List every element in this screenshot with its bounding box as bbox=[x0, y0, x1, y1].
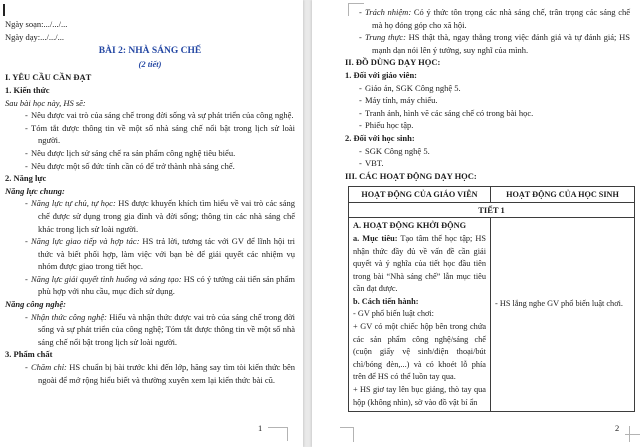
muc-tieu-paragraph bbox=[353, 233, 486, 296]
bullet-lead: Trách nhiệm: bbox=[365, 7, 412, 17]
gv-step: + HS giơ tay lên bục giảng, thò tay qua hộp (không nhìn), sờ vào đồ vật bí ẩn bbox=[353, 385, 486, 407]
bullet-text: Máy tính, máy chiếu. bbox=[365, 95, 438, 106]
bullet-dash: - bbox=[25, 122, 28, 133]
bullet-text: VBT. bbox=[365, 158, 384, 169]
bullet-lead: Năng lực tự chủ, tự học: bbox=[31, 198, 116, 209]
heading-nang-luc: 2. Năng lực bbox=[5, 173, 47, 184]
tiet-row bbox=[349, 203, 635, 218]
corner-mark bbox=[340, 427, 354, 428]
bullet-lead: Trung thực: bbox=[365, 32, 406, 43]
bullet-dash: - bbox=[25, 147, 28, 158]
bullet-item bbox=[345, 31, 630, 56]
bullet-lead: Chăm chỉ: bbox=[31, 362, 67, 373]
bullet-dash: - bbox=[359, 82, 362, 93]
heading-nang-luc-chung: Năng lực chung: bbox=[5, 185, 65, 196]
bullet-item bbox=[5, 122, 295, 147]
lesson-title: BÀI 2: NHÀ SÁNG CHẾ bbox=[98, 46, 202, 57]
hs-step: - HS lắng nghe GV phổ biến luật chơi. bbox=[495, 299, 623, 309]
corner-mark bbox=[268, 427, 288, 428]
corner-mark bbox=[348, 3, 349, 16]
heading-pham-chat: 3. Phẩm chất bbox=[5, 349, 53, 360]
bullet-dash: - bbox=[25, 362, 28, 373]
section-heading-yeu-cau: I. YÊU CẦU CẦN ĐẠT bbox=[5, 72, 92, 83]
corner-mark bbox=[348, 3, 364, 4]
bullet-dash: - bbox=[359, 107, 362, 118]
bullet-text: Nêu được vai trò của sáng chế trong đời sống và sự phát triển của công nghệ. bbox=[31, 110, 294, 121]
bullet-item bbox=[5, 235, 295, 273]
heading-kien-thuc: 1. Kiến thức bbox=[5, 84, 50, 95]
bullet-dash: - bbox=[359, 95, 362, 106]
corner-mark bbox=[353, 427, 354, 442]
bullet-text: Nêu được lịch sử sáng chế ra sản phẩm công nghệ tiêu biểu. bbox=[31, 147, 236, 158]
bullet-item bbox=[5, 160, 295, 173]
activity-table bbox=[348, 186, 635, 412]
bullet-item bbox=[345, 145, 630, 158]
document-page-1[interactable] bbox=[0, 0, 303, 447]
gv-activity-cell bbox=[349, 218, 491, 412]
bullet-text: HS chuẩn bị bài trước khi đến lớp, hăng say tìm tòi kiến thức bên ngoài để mở rộng hiểu biết và thường xuyên xem lại kiến thức bài cũ. bbox=[38, 362, 296, 385]
bullet-text: Hiểu và nhận thức được vai trò của sáng chế trong đời sống và sự phát triển của công nghệ; Tóm tắt được thông tin về một số nhà sáng chế nổi bật trong lịch sử loài người. bbox=[38, 311, 296, 347]
ngay-day-line: Ngày dạy:.../.../... bbox=[5, 31, 65, 42]
bullet-dash: - bbox=[25, 110, 28, 121]
section-heading-hoat-dong: III. CÁC HOẠT ĐỘNG DẠY HỌC: bbox=[345, 170, 477, 181]
bullet-lead: Nhận thức công nghệ: bbox=[31, 311, 108, 322]
cach-tien-hanh-heading: b. Cách tiến hành: bbox=[353, 296, 419, 306]
page-number: 2 bbox=[615, 423, 620, 433]
text-cursor bbox=[3, 4, 5, 16]
heading-nang-cong-nghe: Năng công nghệ: bbox=[5, 299, 66, 310]
bullet-item bbox=[345, 6, 630, 31]
bullet-item bbox=[5, 147, 295, 160]
corner-mark bbox=[625, 434, 640, 435]
page-1-content bbox=[0, 0, 303, 386]
bullet-dash: - bbox=[359, 145, 362, 156]
intro-line: Sau bài học này, HS sẽ: bbox=[5, 97, 86, 108]
corner-mark bbox=[629, 426, 630, 442]
bullet-item bbox=[345, 82, 630, 95]
heading-giao-vien: 1. Đối với giáo viên: bbox=[345, 69, 417, 80]
lesson-duration: (2 tiết) bbox=[138, 58, 162, 69]
bullet-dash: - bbox=[359, 120, 362, 131]
page-number: 1 bbox=[258, 423, 263, 433]
bullet-text: Có ý thức tôn trọng các nhà sáng chế, trân trọng các sáng chế mà họ đóng góp cho xã hội. bbox=[372, 7, 630, 30]
muc-tieu-lead: a. Mục tiêu: bbox=[353, 233, 398, 243]
bullet-item bbox=[5, 311, 295, 349]
bullet-text: HS thật thà, ngay thẳng trong việc đánh giá và tự đánh giá; HS mạnh dạn nói lên ý tưởng, suy nghĩ của mình. bbox=[372, 32, 631, 55]
bullet-item bbox=[5, 197, 295, 235]
document-page-2[interactable] bbox=[312, 0, 640, 447]
bullet-dash: - bbox=[25, 160, 28, 171]
section-heading-do-dung: II. ĐỒ DÙNG DẠY HỌC: bbox=[345, 57, 441, 68]
table-header-gv: HOẠT ĐỘNG CỦA GIÁO VIÊN bbox=[349, 187, 491, 203]
bullet-dash: - bbox=[25, 273, 28, 284]
gv-step: - GV phổ biến luật chơi: bbox=[353, 309, 434, 319]
bullet-text: HS trả lời, tương tác với GV để lĩnh hội tri thức và biết phối hợp, làm việc với bạn bè để giải quyết các nhiệm vụ nhóm được giao trong tiết học. bbox=[38, 236, 296, 272]
bullet-item bbox=[345, 107, 630, 120]
heading-hoc-sinh: 2. Đối với học sinh: bbox=[345, 132, 415, 143]
muc-tieu-text: Tạo tâm thế học tập; HS nhận thức đầy đủ về vấn đề cần giải quyết và ý nghĩa của tiết học đầu tiên trong bài “Nhà sáng chế” lẫn mục tiêu cần đạt được. bbox=[353, 233, 486, 294]
gv-step: + GV có một chiếc hộp bên trong chứa các sản phẩm công nghệ/sáng chế (cuộn giấy vệ sinh/điện thoại/bút chì/bóng đèn,...) và có khoét lỗ phía trên để HS có thể luồn tay qua. bbox=[353, 322, 486, 382]
bullet-dash: - bbox=[359, 32, 362, 43]
bullet-lead: Năng lực giải quyết tình huống và sáng tạo: bbox=[31, 273, 182, 284]
bullet-dash: - bbox=[25, 311, 28, 322]
bullet-text: HS được khuyến khích tìm hiểu về vai trò các sáng chế được sử dụng trong gia đình và đời sống; thông tin các nhà sáng chế khác trong lịch sử loài người. bbox=[38, 198, 295, 234]
corner-mark bbox=[287, 427, 288, 441]
bullet-text: Tranh ảnh, hình vẽ các sáng chế có trong bài học. bbox=[365, 107, 534, 118]
activity-a-title: A. HOẠT ĐỘNG KHỞI ĐỘNG bbox=[353, 221, 467, 231]
bullet-item bbox=[5, 361, 295, 386]
bullet-item bbox=[345, 94, 630, 107]
bullet-dash: - bbox=[25, 198, 28, 209]
bullet-item bbox=[5, 109, 295, 122]
bullet-item bbox=[5, 273, 295, 298]
bullet-dash: - bbox=[25, 236, 28, 247]
bullet-lead: Năng lực giao tiếp và hợp tác: bbox=[31, 236, 140, 247]
bullet-text: Nêu được một số đức tính cần có để trở thành nhà sáng chế. bbox=[31, 160, 235, 171]
hs-activity-cell bbox=[491, 218, 635, 412]
bullet-text: Tóm tắt được thông tin về một số nhà sáng chế nổi bật trong lịch sử loài người. bbox=[31, 122, 295, 146]
page-2-content bbox=[312, 0, 640, 412]
bullet-item bbox=[345, 119, 630, 132]
table-header-row bbox=[349, 187, 635, 203]
tiet-label: TIẾT 1 bbox=[349, 203, 635, 218]
bullet-text: SGK Công nghệ 5. bbox=[365, 145, 430, 156]
table-header-hs: HOẠT ĐỘNG CỦA HỌC SINH bbox=[491, 187, 635, 203]
bullet-dash: - bbox=[359, 158, 362, 169]
ngay-soan-line: Ngày soạn:.../.../... bbox=[5, 19, 68, 29]
bullet-text: Phiếu học tập. bbox=[365, 120, 414, 131]
bullet-text: Giáo án, SGK Công nghệ 5. bbox=[365, 82, 461, 93]
bullet-text: HS có ý tưởng cải tiến sản phẩm phù hợp với nhu cầu, mục đích sử dụng. bbox=[38, 273, 295, 297]
bullet-item bbox=[345, 157, 630, 170]
bullet-dash: - bbox=[359, 7, 362, 17]
table-body-row bbox=[349, 218, 635, 412]
